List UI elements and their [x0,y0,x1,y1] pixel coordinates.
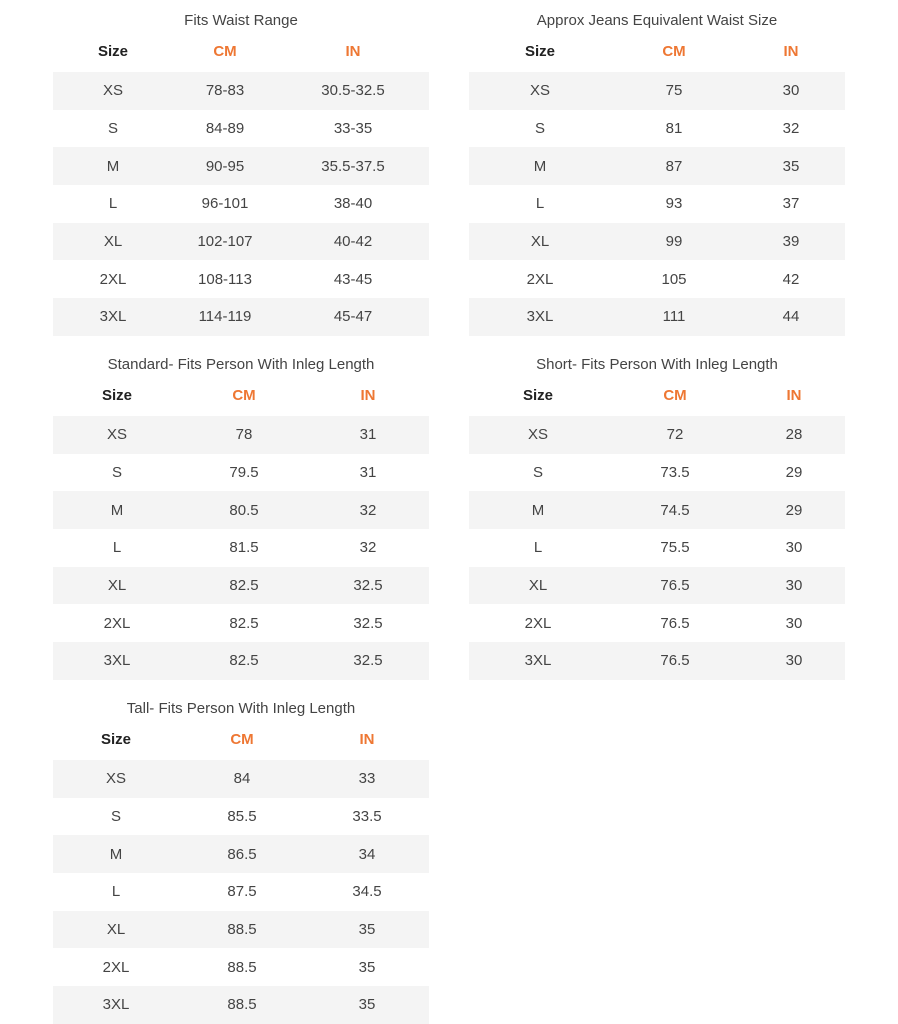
in-cell: 32.5 [353,614,383,632]
size-cell: XS [53,416,181,454]
size-cell: S [110,808,121,826]
size-cell: XL [53,567,181,605]
table-title: Tall- Fits Person With Inleg Length [126,700,356,717]
jeans-waist-table [469,12,845,336]
table-row [53,72,429,110]
size-cell: XL [469,567,607,605]
table-title: Short- Fits Person With Inleg Length [536,356,778,373]
header-in: IN [783,42,799,60]
cm-cell: 82.5 [229,614,259,632]
size-cell: XS [469,72,611,110]
cm-cell: 75.5 [660,539,690,557]
table-title: Approx Jeans Equivalent Waist Size [536,12,778,29]
size-cell: M [53,491,181,529]
table-row [53,260,429,298]
header-in: IN [786,386,802,404]
table-row [53,298,429,336]
cm-cell: 88.5 [227,958,257,976]
in-cell: 43-45 [333,270,373,288]
table-row [53,529,429,567]
header-cm: CM [663,386,687,404]
cm-cell: 73.5 [660,464,690,482]
cm-cell: 108-113 [198,270,252,288]
table-row [469,147,845,185]
in-cell: 40-42 [277,223,429,261]
table-row [469,72,845,110]
size-cell: L [111,883,121,901]
header-cm: CM [213,42,237,60]
size-cell: L [533,539,543,557]
cm-cell: 80.5 [181,491,307,529]
size-cell: 2XL [524,614,552,632]
size-cell: 2XL [99,270,127,288]
size-cell: S [532,464,543,482]
cm-cell: 84-89 [205,120,245,138]
cm-cell: 111 [611,298,737,336]
cm-cell: 78-83 [173,72,277,110]
table-row [53,185,429,223]
table-title: Standard- Fits Person With Inleg Length [107,356,375,373]
in-cell: 35 [305,911,429,949]
table-row [53,604,429,642]
size-cell: 2XL [103,614,131,632]
size-cell: XL [53,223,173,261]
size-cell: M [53,835,179,873]
standard-inleg-table [53,356,429,680]
cm-cell: 76.5 [660,614,690,632]
in-cell: 30 [785,539,803,557]
cm-cell: 87 [611,147,737,185]
cm-cell: 86.5 [179,835,305,873]
in-cell: 44 [737,298,845,336]
size-cell: 3XL [53,642,181,680]
size-cell: XS [53,72,173,110]
table-row [53,798,429,836]
size-cell: M [469,491,607,529]
size-grid [469,40,845,336]
size-cell: S [107,120,118,138]
in-cell: 35.5-37.5 [277,147,429,185]
size-cell: S [534,120,545,138]
header-cm: CM [662,42,686,60]
header-in: IN [345,42,361,60]
in-cell: 35 [358,958,376,976]
table-row [53,911,429,949]
table-row [53,567,429,605]
in-cell: 42 [782,270,800,288]
in-cell: 34.5 [352,883,382,901]
header-in: IN [360,386,376,404]
size-grid [53,384,429,680]
in-cell: 34 [305,835,429,873]
in-cell: 32.5 [307,642,429,680]
cm-cell: 84 [179,760,305,798]
size-grid [469,384,845,680]
tall-inleg-table [53,700,429,1024]
size-cell: XS [469,416,607,454]
in-cell: 30.5-32.5 [277,72,429,110]
header-size: Size [524,42,555,60]
in-cell: 31 [359,464,377,482]
in-cell: 45-47 [277,298,429,336]
in-cell: 32 [782,120,800,138]
in-cell: 32 [359,539,377,557]
cm-cell: 99 [611,223,737,261]
in-cell: 29 [785,464,803,482]
size-cell: L [535,195,545,213]
table-row [469,185,845,223]
table-row [53,491,429,529]
size-cell: XL [53,911,179,949]
in-cell: 32.5 [307,567,429,605]
cm-cell: 93 [665,195,683,213]
table-row [53,948,429,986]
header-size: Size [522,386,553,404]
in-cell: 39 [737,223,845,261]
in-cell: 33.5 [352,808,382,826]
cm-cell: 76.5 [607,642,743,680]
in-cell: 30 [743,642,845,680]
table-row [469,491,845,529]
table-row [469,529,845,567]
header-in: IN [359,730,375,748]
cm-cell: 88.5 [179,986,305,1024]
size-cell: XL [469,223,611,261]
table-row [469,604,845,642]
cm-cell: 79.5 [229,464,259,482]
table-row [53,873,429,911]
table-row [469,223,845,261]
in-cell: 30 [737,72,845,110]
size-grid [53,40,429,336]
in-cell: 30 [743,567,845,605]
short-inleg-table [469,356,845,680]
cm-cell: 82.5 [181,567,307,605]
table-row [53,642,429,680]
cm-cell: 82.5 [181,642,307,680]
cm-cell: 78 [181,416,307,454]
size-cell: L [108,195,118,213]
table-row [53,223,429,261]
size-cell: 3XL [469,298,611,336]
cm-cell: 105 [661,270,687,288]
cm-cell: 102-107 [173,223,277,261]
size-cell: M [469,147,611,185]
in-cell: 31 [307,416,429,454]
cm-cell: 81 [665,120,683,138]
size-cell: M [53,147,173,185]
cm-cell: 81.5 [229,539,259,557]
table-row [53,416,429,454]
size-cell: S [111,464,122,482]
cm-cell: 114-119 [173,298,277,336]
table-row [469,298,845,336]
size-cell: 2XL [102,958,130,976]
table-row [53,147,429,185]
table-row [469,454,845,492]
cm-cell: 74.5 [607,491,743,529]
cm-cell: 96-101 [201,195,249,213]
table-row [53,454,429,492]
in-cell: 32 [307,491,429,529]
cm-cell: 85.5 [227,808,257,826]
table-row [469,567,845,605]
size-cell: XS [53,760,179,798]
in-cell: 37 [782,195,800,213]
in-cell: 30 [785,614,803,632]
table-row [53,986,429,1024]
header-size: Size [101,386,132,404]
cm-cell: 88.5 [179,911,305,949]
table-row [53,110,429,148]
in-cell: 33-35 [333,120,373,138]
table-row [469,416,845,454]
header-cm: CM [232,386,256,404]
size-cell: 3XL [469,642,607,680]
cm-cell: 90-95 [173,147,277,185]
table-row [469,642,845,680]
cm-cell: 87.5 [227,883,257,901]
header-size: Size [97,42,128,60]
size-cell: 2XL [526,270,554,288]
header-cm: CM [230,730,254,748]
in-cell: 35 [305,986,429,1024]
table-row [53,760,429,798]
in-cell: 38-40 [333,195,373,213]
table-title: Fits Waist Range [184,12,298,29]
in-cell: 28 [743,416,845,454]
size-cell: 3XL [53,298,173,336]
size-cell: L [112,539,122,557]
table-row [469,110,845,148]
header-size: Size [100,730,131,748]
waist-range-table [53,12,429,336]
table-row [469,260,845,298]
size-cell: 3XL [53,986,179,1024]
in-cell: 33 [305,760,429,798]
cm-cell: 76.5 [607,567,743,605]
in-cell: 35 [737,147,845,185]
cm-cell: 75 [611,72,737,110]
in-cell: 29 [743,491,845,529]
cm-cell: 72 [607,416,743,454]
size-grid [53,728,429,1024]
table-row [53,835,429,873]
